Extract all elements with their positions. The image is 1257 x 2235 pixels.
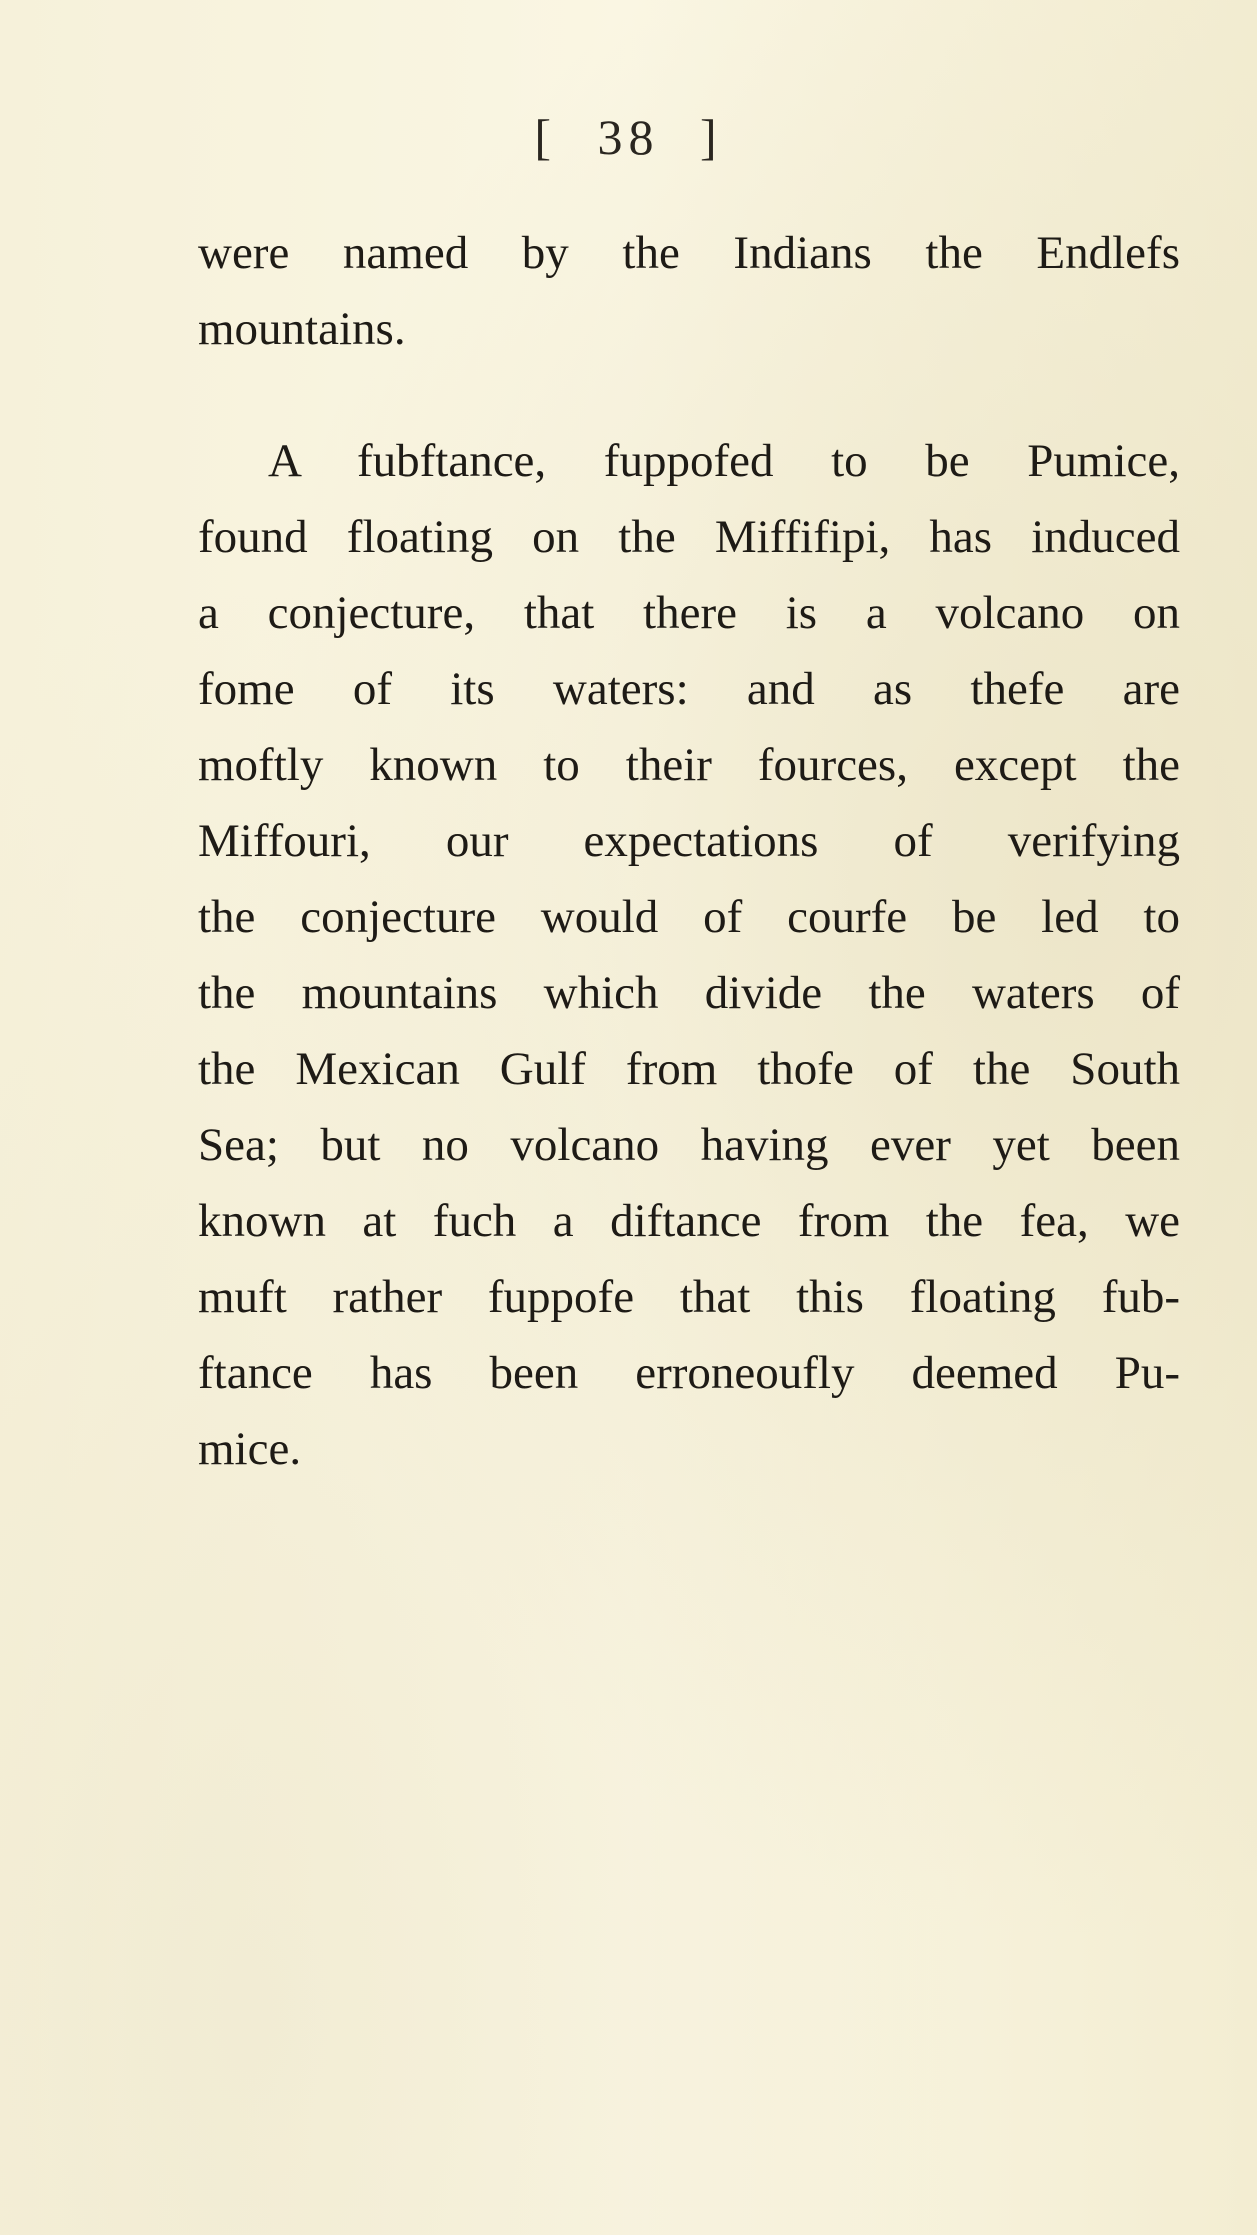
body-text: [198, 215, 1180, 1487]
text-line: a conjecture, that there is a volcano on: [198, 587, 1180, 639]
text-line: the mountains which divide the waters of: [198, 967, 1180, 1019]
text-line: fome of its waters: and as thefe are: [198, 663, 1180, 715]
text-line: found floating on the Miffifipi, has induced: [198, 511, 1180, 563]
text-line: A fubftance, fuppofed to be Pumice,: [268, 435, 1180, 487]
paragraph-gap: [198, 367, 1180, 423]
text-line: the Mexican Gulf from thofe of the South: [198, 1043, 1180, 1095]
text-line: known at fuch a diftance from the fea, we: [198, 1195, 1180, 1247]
text-line: ftance has been erroneoufly deemed Pu-: [198, 1347, 1180, 1399]
text-line: mountains.: [198, 303, 406, 355]
text-line: the conjecture would of courfe be led to: [198, 891, 1180, 943]
paragraph: [198, 215, 1180, 367]
text-line: were named by the Indians the Endlefs: [198, 227, 1180, 279]
paragraph: [198, 423, 1180, 1487]
text-line: mice.: [198, 1423, 302, 1475]
text-line: Miffouri, our expectations of verifying: [198, 815, 1180, 867]
text-line: muft rather fuppofe that this floating fub-: [198, 1271, 1180, 1323]
text-line: moftly known to their fources, except the: [198, 739, 1180, 791]
page-number-header: [ 38 ]: [534, 109, 723, 165]
text-line: Sea; but no volcano having ever yet been: [198, 1119, 1180, 1171]
